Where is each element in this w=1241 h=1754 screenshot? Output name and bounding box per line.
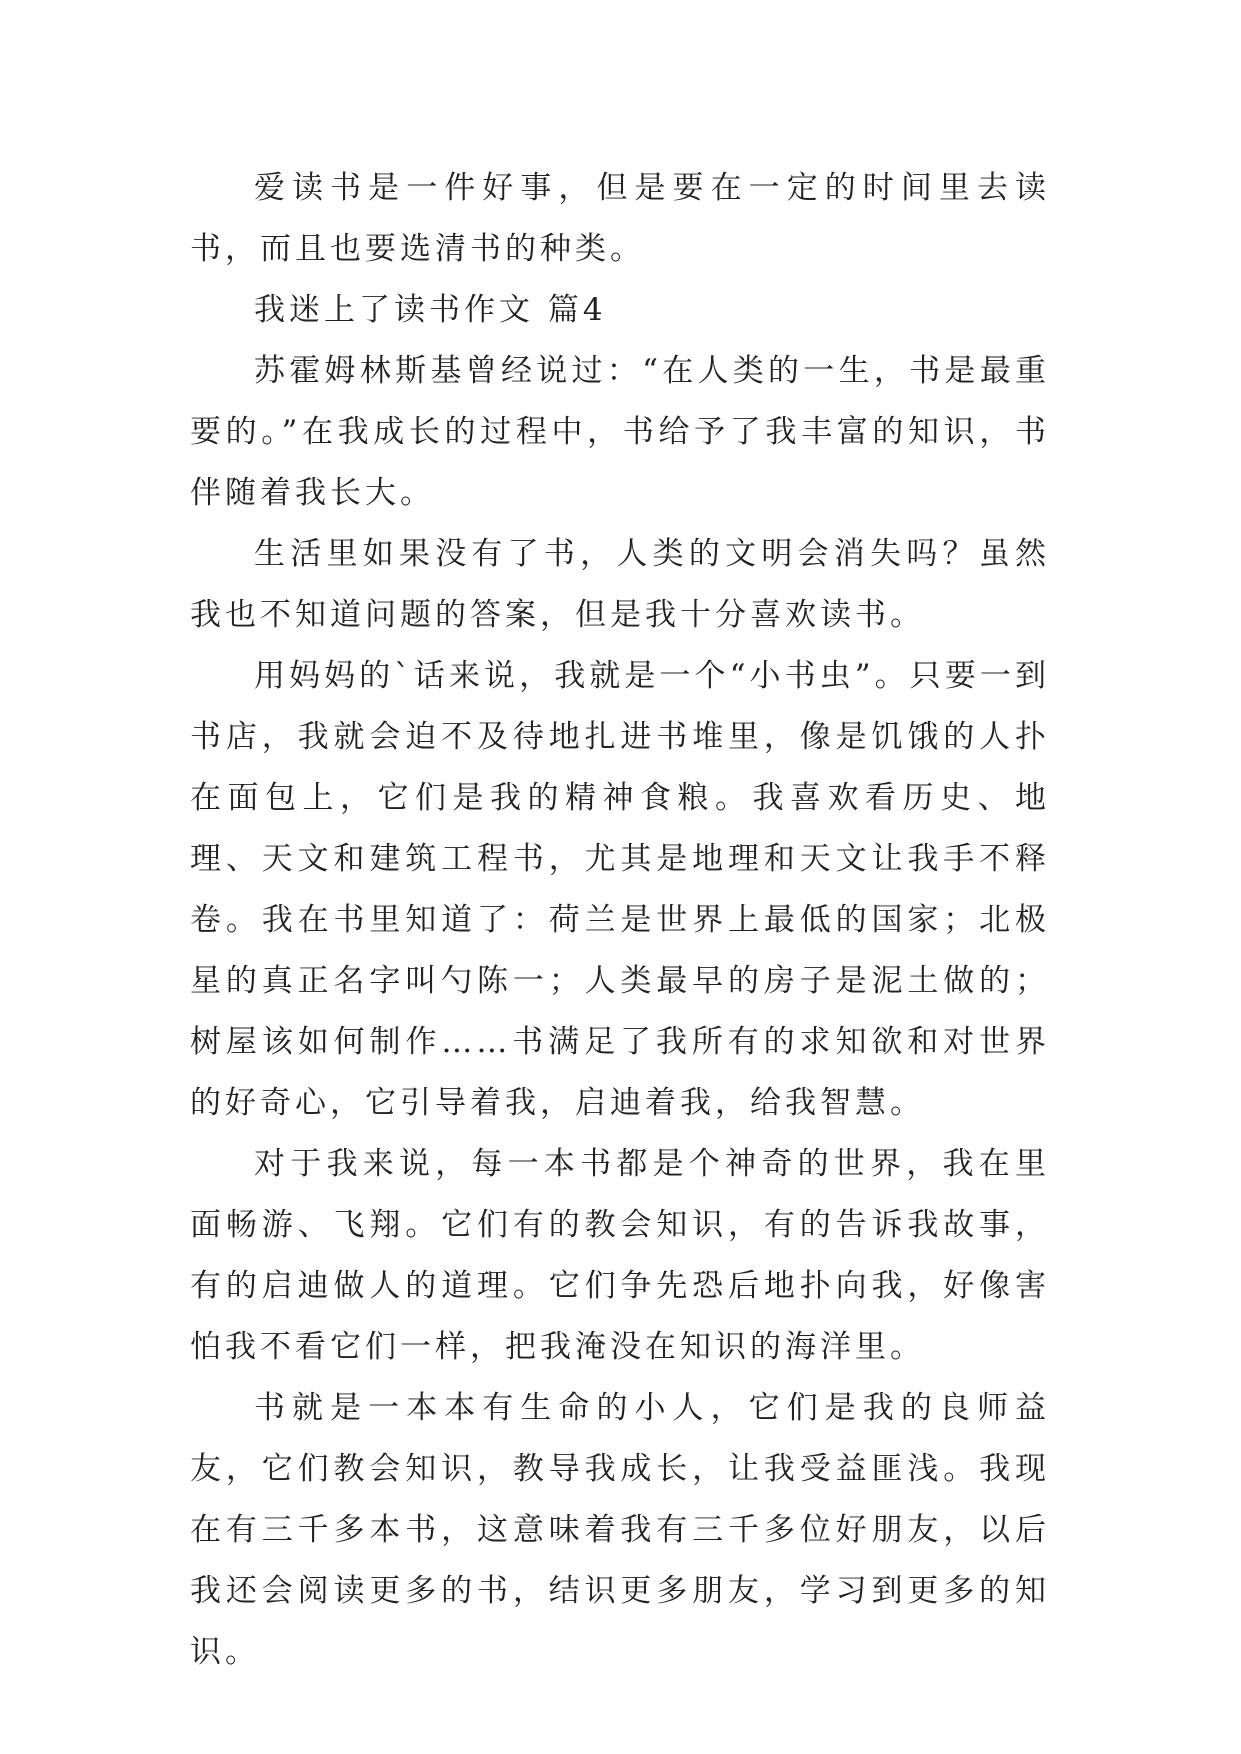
paragraph-friends: 书就是一本本有生命的小人，它们是我的良师益友，它们教会知识，教导我成长，让我受益匪浅。我现在有三千多本书，这意味着我有三千多位好朋友，以后我还会阅读更多的书，结识更多朋友，学习到更多的知识。 — [190, 1390, 1050, 1670]
document-page — [190, 158, 1050, 1683]
essay-heading: 我迷上了读书作文 篇4 — [254, 292, 607, 328]
paragraph-quote: 苏霍姆林斯基曾经说过：“在人类的一生，书是最重要的。”在我成长的过程中，书给予了我丰富的知识，书伴随着我长大。 — [190, 353, 1050, 511]
paragraph-question: 生活里如果没有了书，人类的文明会消失吗？虽然我也不知道问题的答案，但是我十分喜欢读书。 — [190, 536, 1050, 633]
paragraph-intro-conclusion: 爱读书是一件好事，但是要在一定的时间里去读书，而且也要选清书的种类。 — [190, 170, 1050, 267]
paragraph-magic-world: 对于我来说，每一本书都是个神奇的世界，我在里面畅游、飞翔。它们有的教会知识，有的告诉我故事，有的启迪做人的道理。它们争先恐后地扑向我，好像害怕我不看它们一样，把我淹没在知识的海洋里。 — [190, 1146, 1050, 1365]
paragraph-bookworm: 用妈妈的`话来说，我就是一个“小书虫”。只要一到书店，我就会迫不及待地扎进书堆里，像是饥饿的人扑在面包上，它们是我的精神食粮。我喜欢看历史、地理、天文和建筑工程书，尤其是地理和天文让我手不释卷。我在书里知道了：荷兰是世界上最低的国家；北极星的真正名字叫勺陈一；人类最早的房子是泥土做的；树屋该如何制作……书满足了我所有的求知欲和对世界的好奇心，它引导着我，启迪着我，给我智慧。 — [190, 658, 1050, 1121]
